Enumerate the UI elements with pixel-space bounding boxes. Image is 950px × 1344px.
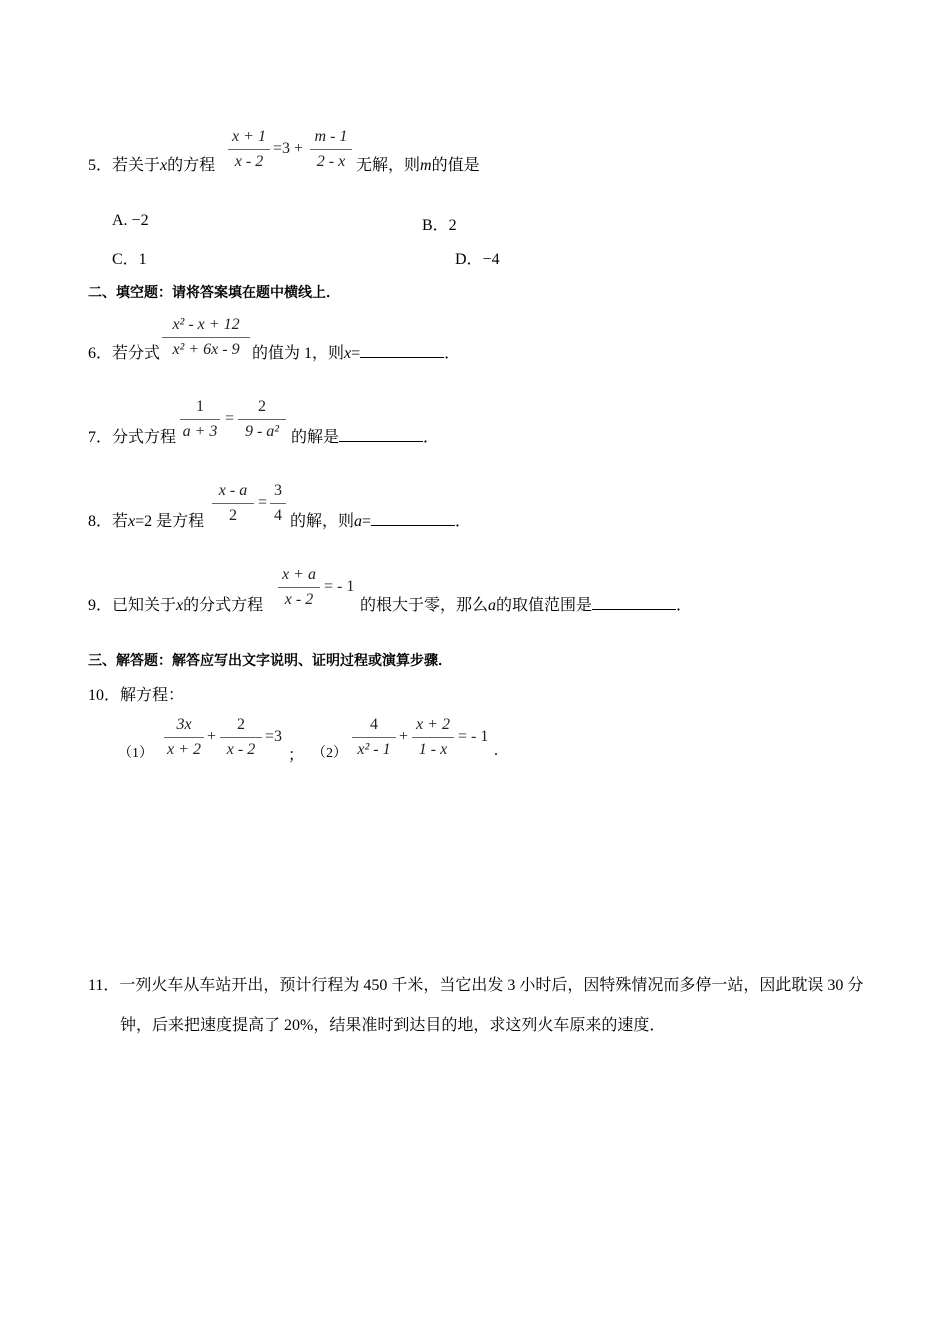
part-label: （1） bbox=[118, 746, 153, 761]
section-title: 三、解答题：解答应写出文字说明、证明过程或演算步骤． bbox=[88, 653, 452, 669]
question-text: 的分式方程 bbox=[183, 597, 264, 614]
period: . bbox=[494, 742, 498, 759]
denominator: x - 2 bbox=[234, 153, 264, 170]
question-text: 分式方程 bbox=[112, 429, 177, 446]
question-text: 一列火车从车站开出，预计行程为 450 千米，当它出发 3 小时后，因特殊情况而多停一站，因此耽误 30 分 bbox=[119, 977, 864, 994]
fraction bbox=[278, 566, 320, 609]
fraction bbox=[352, 716, 396, 759]
period: ． bbox=[676, 597, 693, 614]
question-text: 的解是 bbox=[291, 429, 340, 446]
variable-x: x bbox=[160, 157, 168, 174]
denominator: x² - 1 bbox=[357, 741, 391, 758]
fraction bbox=[270, 482, 286, 525]
question-number: 8． bbox=[88, 513, 113, 530]
numerator: 2 bbox=[258, 398, 266, 415]
answer-blank[interactable] bbox=[592, 595, 676, 610]
equation-rhs: = - 1 bbox=[458, 728, 489, 745]
variable-x: x bbox=[128, 513, 136, 530]
equation-operator: =3 + bbox=[273, 140, 304, 157]
plus-sign: + bbox=[207, 728, 217, 745]
fraction bbox=[162, 316, 250, 359]
question-text: 的值为 1，则 bbox=[252, 345, 345, 362]
denominator: 4 bbox=[274, 507, 282, 524]
denominator: a + 3 bbox=[182, 423, 218, 440]
denominator: x - 2 bbox=[226, 741, 256, 758]
denominator: 2 - x bbox=[316, 153, 346, 170]
question-text: 的根大于零，那么 bbox=[360, 597, 489, 614]
fraction-bar bbox=[270, 503, 286, 504]
numerator: 3 bbox=[274, 482, 282, 499]
equation-rhs: = - 1 bbox=[324, 578, 355, 595]
equation-rhs: =3 bbox=[265, 728, 283, 745]
fraction bbox=[412, 716, 454, 759]
period: ． bbox=[455, 513, 472, 530]
fraction-bar bbox=[412, 737, 454, 738]
fraction-bar bbox=[228, 149, 270, 150]
denominator: 2 bbox=[229, 507, 237, 524]
denominator: x² + 6x - 9 bbox=[172, 341, 240, 358]
equals-sign: = bbox=[362, 513, 372, 530]
variable-x: x bbox=[344, 345, 352, 362]
numerator: 1 bbox=[196, 398, 204, 415]
question-number: 7． bbox=[88, 429, 113, 446]
denominator: 9 - a² bbox=[244, 423, 280, 440]
fraction-bar bbox=[352, 737, 396, 738]
question-text: 解方程： bbox=[120, 687, 185, 704]
fraction bbox=[220, 716, 262, 759]
numerator: 3x bbox=[176, 716, 192, 733]
option-a[interactable]: A. −2 bbox=[112, 212, 149, 229]
numerator: x - a bbox=[218, 482, 248, 499]
denominator: x + 2 bbox=[167, 741, 201, 758]
fraction-bar bbox=[238, 419, 286, 420]
question-number: 5． bbox=[88, 157, 113, 174]
denominator: 1 - x bbox=[418, 741, 448, 758]
numerator: 2 bbox=[237, 716, 245, 733]
question-text: 钟，后来把速度提高了 20%，结果准时到达目的地，求这列火车原来的速度． bbox=[120, 1017, 666, 1034]
variable-a: a bbox=[488, 597, 497, 614]
option-b[interactable]: B．2 bbox=[422, 217, 457, 234]
numerator: 4 bbox=[370, 716, 378, 733]
question-number: 10． bbox=[88, 687, 121, 704]
numerator: x + a bbox=[282, 566, 316, 583]
question-number: 6． bbox=[88, 345, 113, 362]
option-d[interactable]: D．−4 bbox=[455, 251, 500, 268]
equals-sign: = bbox=[351, 345, 361, 362]
fraction-bar bbox=[162, 337, 250, 338]
question-text: 若分式 bbox=[112, 345, 161, 362]
question-text: 的值是 bbox=[431, 157, 480, 174]
variable-m: m bbox=[420, 157, 432, 174]
question-text: 已知关于 bbox=[112, 597, 177, 614]
answer-blank[interactable] bbox=[360, 343, 444, 358]
question-text: 的方程 bbox=[167, 157, 216, 174]
fraction bbox=[164, 716, 204, 759]
separator: ； bbox=[288, 747, 305, 764]
answer-blank[interactable] bbox=[371, 511, 455, 526]
fraction bbox=[228, 128, 270, 171]
question-text: 若关于 bbox=[112, 157, 161, 174]
numerator: x + 1 bbox=[232, 128, 266, 145]
question-text: 若 bbox=[112, 513, 129, 530]
numerator: x² - x + 12 bbox=[172, 316, 240, 333]
question-text: =2 是方程 bbox=[135, 513, 205, 530]
variable-x: x bbox=[176, 597, 184, 614]
numerator: x + 2 bbox=[416, 716, 450, 733]
denominator: x - 2 bbox=[284, 591, 314, 608]
part-label: （2） bbox=[312, 746, 347, 761]
question-text: 无解，则 bbox=[356, 157, 421, 174]
plus-sign: + bbox=[399, 728, 409, 745]
equals-sign: = bbox=[258, 494, 268, 511]
fraction bbox=[180, 398, 220, 441]
fraction-bar bbox=[180, 419, 220, 420]
option-c[interactable]: C．1 bbox=[112, 251, 147, 268]
fraction-bar bbox=[278, 587, 320, 588]
fraction bbox=[212, 482, 254, 525]
fraction-bar bbox=[164, 737, 204, 738]
question-number: 9． bbox=[88, 597, 113, 614]
variable-a: a bbox=[354, 513, 363, 530]
question-text: 的取值范围是 bbox=[496, 597, 593, 614]
fraction-bar bbox=[212, 503, 254, 504]
equals-sign: = bbox=[225, 410, 235, 427]
period: ． bbox=[423, 429, 440, 446]
section-title: 二、填空题：请将答案填在题中横线上． bbox=[88, 285, 340, 301]
fraction-bar bbox=[310, 149, 352, 150]
answer-blank[interactable] bbox=[339, 427, 423, 442]
fraction bbox=[238, 398, 286, 441]
question-number: 11． bbox=[88, 977, 120, 994]
fraction bbox=[310, 128, 352, 171]
question-text: 的解，则 bbox=[290, 513, 355, 530]
period: ． bbox=[444, 345, 461, 362]
fraction-bar bbox=[220, 737, 262, 738]
numerator: m - 1 bbox=[314, 128, 348, 145]
